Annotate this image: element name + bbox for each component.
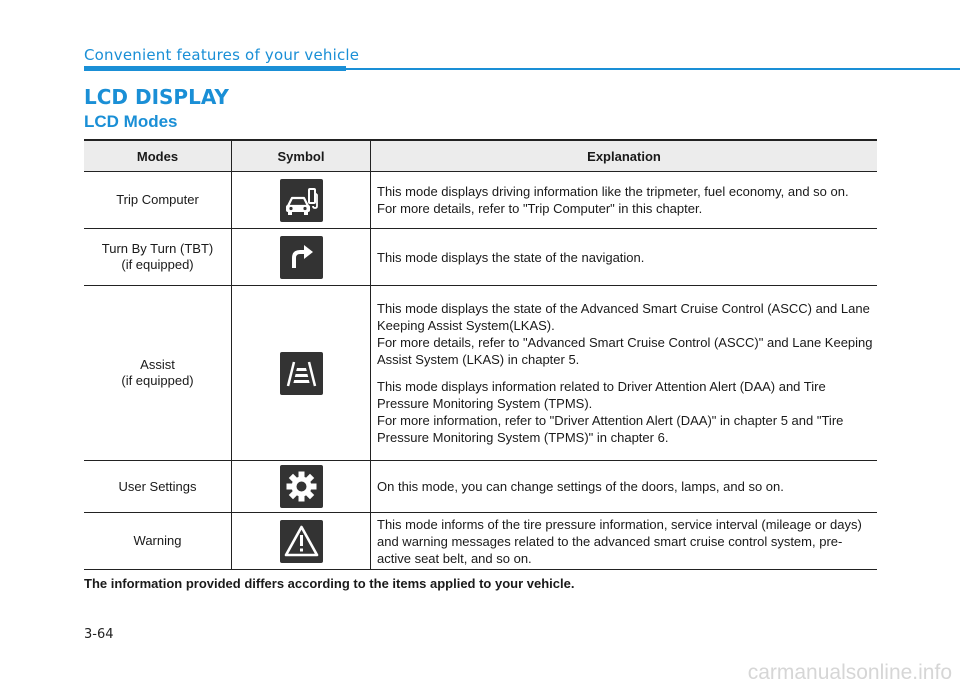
symbol-cell bbox=[232, 513, 371, 570]
explanation-text: For more information, refer to "Driver Attention Alert (DAA)" in chapter 5 and "Tire Pressure Monitoring System (TPMS)" in chapter 6. bbox=[377, 413, 844, 445]
symbol-cell bbox=[232, 229, 371, 286]
mode-cell bbox=[84, 461, 232, 513]
gear-icon bbox=[280, 465, 323, 508]
symbol-cell bbox=[232, 461, 371, 513]
mode-name: User Settings bbox=[118, 478, 197, 494]
table-row bbox=[84, 286, 877, 461]
mode-cell bbox=[84, 513, 232, 570]
explanation-cell bbox=[371, 513, 878, 570]
explanation-text: This mode displays the state of the Advanced Smart Cruise Control (ASCC) and Lane Keeping Assist System(LKAS). bbox=[377, 301, 870, 333]
header-symbol: Symbol bbox=[232, 140, 371, 172]
explanation-text: This mode informs of the tire pressure information, service interval (mileage or days) and warning messages related to the advanced smart cruise control system, pre-active seat belt, and so on. bbox=[377, 516, 862, 566]
table-row bbox=[84, 461, 877, 513]
explanation-cell bbox=[371, 229, 878, 286]
lane-assist-icon bbox=[280, 352, 323, 395]
page-number: 3-64 bbox=[84, 627, 114, 642]
explanation-text: For more details, refer to "Advanced Smart Cruise Control (ASCC)" and Lane Keeping Assist System (LKAS) in chapter 5. bbox=[377, 335, 873, 367]
paragraph-spacer bbox=[377, 368, 875, 378]
header-modes: Modes bbox=[84, 140, 232, 172]
footnote: The information provided differs according to the items applied to your vehicle. bbox=[84, 576, 575, 591]
section-subtitle: LCD Modes bbox=[84, 112, 178, 131]
page-title: LCD DISPLAY bbox=[84, 85, 229, 109]
mode-name: Turn By Turn (TBT) bbox=[101, 241, 214, 256]
table-row bbox=[84, 513, 877, 570]
section-header-title: Convenient features of your vehicle bbox=[84, 46, 360, 64]
turn-arrow-icon bbox=[280, 236, 323, 279]
mode-name: Warning bbox=[133, 533, 182, 548]
table-header-row bbox=[84, 140, 877, 172]
mode-cell bbox=[84, 172, 232, 229]
header-rule-thick bbox=[84, 66, 346, 71]
table-row bbox=[84, 229, 877, 286]
explanation-cell bbox=[371, 286, 878, 461]
mode-cell bbox=[84, 286, 232, 461]
watermark: carmanualsonline.info bbox=[747, 661, 952, 684]
explanation-text: This mode displays the state of the navigation. bbox=[377, 249, 645, 265]
mode-qualifier: (if equipped) bbox=[121, 257, 194, 272]
table-row bbox=[84, 172, 877, 229]
mode-name: Trip Computer bbox=[116, 192, 199, 207]
symbol-cell bbox=[232, 172, 371, 229]
mode-name: Assist bbox=[140, 357, 175, 372]
header-explanation: Explanation bbox=[371, 140, 878, 172]
explanation-text: On this mode, you can change settings of the doors, lamps, and so on. bbox=[377, 479, 784, 494]
mode-qualifier: (if equipped) bbox=[121, 373, 194, 388]
explanation-text: For more details, refer to "Trip Computer" in this chapter. bbox=[377, 201, 703, 216]
mode-cell bbox=[84, 229, 232, 286]
explanation-cell bbox=[371, 172, 878, 229]
warning-icon bbox=[280, 520, 323, 563]
symbol-cell bbox=[232, 286, 371, 461]
explanation-text: This mode displays driving information like the tripmeter, fuel economy, and so on. bbox=[377, 184, 849, 199]
explanation-cell bbox=[371, 461, 878, 513]
lcd-modes-table bbox=[84, 139, 877, 570]
header-rule-thin bbox=[346, 68, 960, 70]
trip-computer-icon bbox=[280, 179, 323, 222]
explanation-text: This mode displays information related to Driver Attention Alert (DAA) and Tire Pressure Monitoring System (TPMS). bbox=[377, 379, 826, 411]
